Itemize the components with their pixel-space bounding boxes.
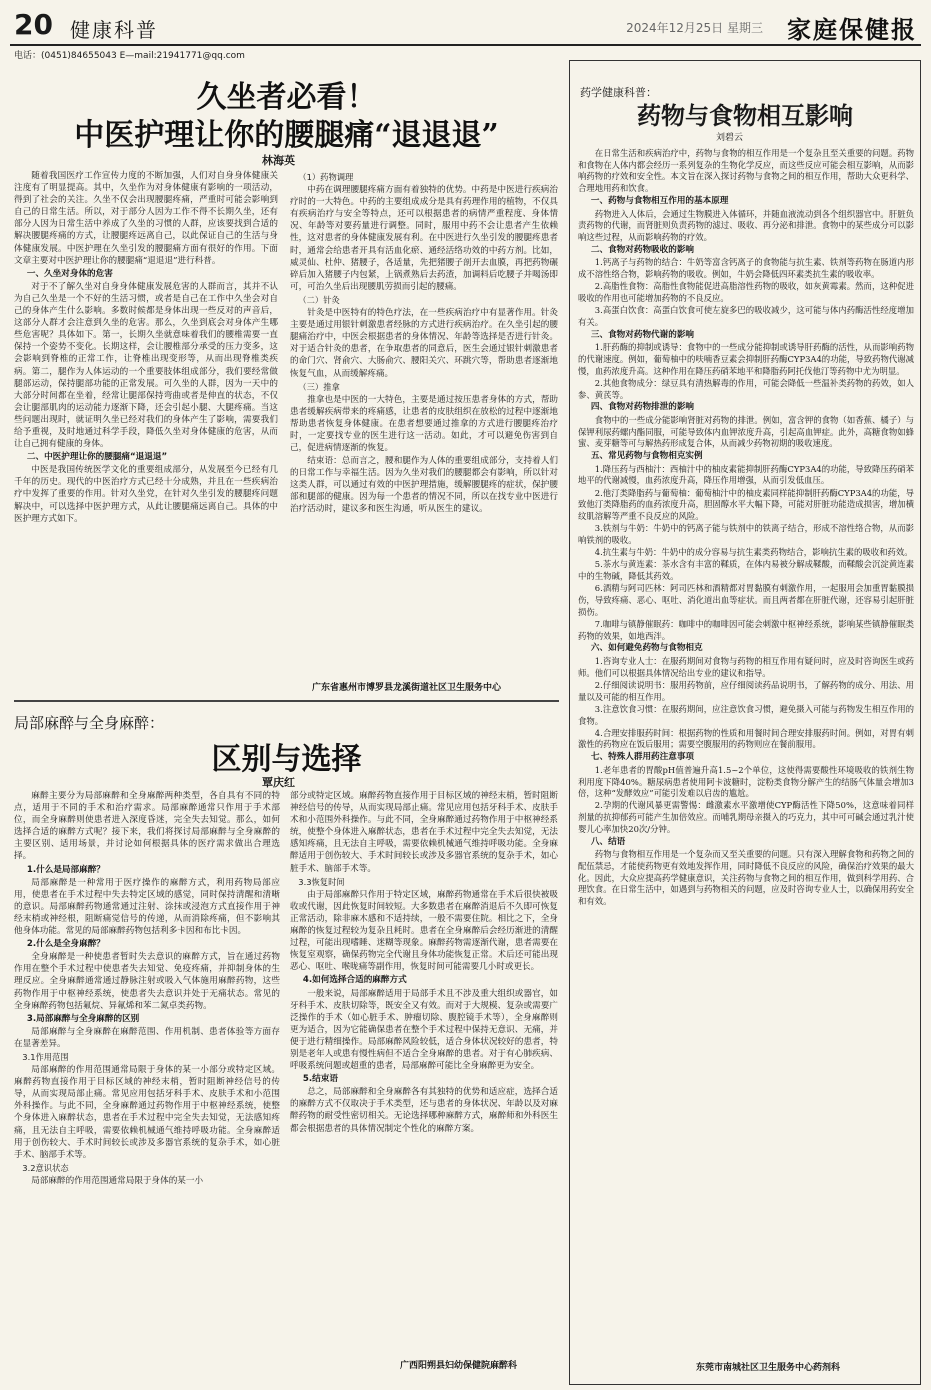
paragraph: 在日常生活和疾病治疗中，药物与食物的相互作用是一个复杂且至关重要的问题。药物和食物在人体内都会经历一系列复杂的生物化学反应，而这些反应可能会相互影响，从而影响药物的疗效和安全性。本文旨在深入探讨药物与食物之间的相互作用，帮助大众更科学、合理地用药和饮食。 bbox=[578, 148, 914, 194]
section-title: 健康科普 bbox=[70, 18, 158, 42]
article3-author: 刘碧云 bbox=[716, 133, 744, 143]
paragraph: 1.老年患者的胃酸pH值普遍升高1.5~2个单位，这使得需要酸性环境吸收的铁剂生物利用度下降40%。糖尿病患者使用阿卡波糖时，淀粉类食物分解产生的结肠气体量会增加3倍，这种“发酵效应”可能引发难以启齿的尴尬。 bbox=[578, 764, 914, 799]
section-heading: 五、常见药物与食物相克实例 bbox=[590, 451, 703, 462]
section-heading: 七、特殊人群用药注意事项 bbox=[590, 752, 695, 763]
article1-author: 林海英 bbox=[262, 154, 295, 167]
paragraph: 食物中的一些成分能影响肾脏对药物的排泄。例如，富含钾的食物（如香蕉、橘子）与保钾利尿药螺内酯同服，可能导致体内血钾浓度升高，引起高血钾症。此外，高糖食物如蜂蜜、麦芽糖等可与解热药形成复合体，从而减少药物初期的吸收速度。 bbox=[578, 414, 914, 449]
paragraph: 5.茶水与黄连素：茶水含有丰富的鞣质，在体内易被分解成鞣酸，而鞣酸会沉淀黄连素中的生物碱，降低其药效。 bbox=[578, 559, 914, 582]
paragraph: 中医是我国传统医学文化的重要组成部分，从发展至今已经有几千年的历史。现代的中医治疗方式已经十分成熟，并且在一些疾病治疗中发挥了重要的作用。针对久坐党，在针对久坐引发的腰腿疼问题解决中，可以选择中医护理方式，从此让腰腿痛远离自己。具体的中医护理方式如下。 bbox=[14, 465, 278, 524]
article1-title-line2: 中医护理让你的腰腿痛“退退退” bbox=[74, 118, 499, 153]
paragraph: 全身麻醉是一种使患者暂时失去意识的麻醉方式，旨在通过药物作用在整个手术过程中使患者失去知觉、免疫疼痛，并抑制身体的生理反应。全身麻醉通常通过静脉注射或吸入气体施用麻醉药物，这些药物作用于中枢神经系统，使患者失去意识并处于无痛状态。常见的全身麻醉药物包括氟烷、异氟烯和苯二氮卓类药物。 bbox=[14, 952, 280, 1011]
paragraph: 随着我国医疗工作宣传力度的不断加强，人们对自身身体健康关注度有了明显提高。其中，久坐作为对身体健康有影响的一项活动，得到了社会的关注。久坐不仅会出现腰腿疼痛，严重时可能会影响到自己的日常生活。所以，对于部分人因为工作不得不长期久坐，还有部分人因为日常生活中养成了久坐的习惯的人群，应该要找到合适的解决腰腿疼痛的方式，让腰腿疼远离自己，以此保证自己的生活与身体健康发展。中医护理在久坐引发的腰腿痛方面有很好的作用。下面文章主要对中医护理让你的腰腿痛“退退退”进行科普。 bbox=[14, 171, 278, 266]
section-heading: 八、结语 bbox=[590, 836, 626, 847]
masthead bbox=[10, 6, 921, 46]
subsection-heading: 3.2意识状态 bbox=[22, 1162, 69, 1173]
paragraph: 7.咖啡与镇静催眠药：咖啡中的咖啡因可能会刺激中枢神经系统，影响某些镇静催眠类药物的效果，如地西泮。 bbox=[578, 618, 914, 641]
contact-line: 电话：(0451)84655043 E—mail:21941771@qq.com bbox=[14, 51, 245, 61]
paragraph: 总之，局部麻醉和全身麻醉各有其独特的优势和适应症，选择合适的麻醉方式不仅取决于手术类型，还与患者的身体状况、年龄以及对麻醉药物的耐受性密切相关。无论选择哪种麻醉方式，麻醉师和外科医生都会根据患者的具体情况制定个性化的麻醉方案。 bbox=[290, 1087, 558, 1134]
article3-title: 药物与食物相互影响 bbox=[637, 101, 853, 130]
issue-date: 2024年12月25日 星期三 bbox=[626, 21, 763, 35]
paragraph: 2.他汀类降脂药与葡萄柚：葡萄柚汁中的柚皮素同样能抑制肝药酶CYP3A4的功能，导致他汀类降脂药的血药浓度升高，胆固醇水平大幅下降，可能对肝脏功能造成损害，增加横纹肌溶解等严重不良反应的风险。 bbox=[578, 487, 914, 522]
paragraph: 1.肝药酶的抑制或诱导：食物中的一些成分能抑制或诱导肝药酶的活性，从而影响药物的代谢速度。例如，葡萄柚中的呋喃香豆素会抑制肝药酶CYP3A4的功能，导致药物代谢减慢，血药浓度升高。这种作用在降压药硝苯地平和降脂药阿托伐他汀等药物中尤为明显。 bbox=[578, 342, 914, 376]
paragraph: 1.钙离子与药物的结合：牛奶等富含钙离子的食物能与抗生素、铁剂等药物在肠道内形成不溶性络合物，影响药物的吸收。例如，牛奶会降低四环素类抗生素的吸收率。 bbox=[578, 257, 914, 280]
article2-source: 广西阳朔县妇幼保健院麻醉科 bbox=[400, 1361, 518, 1371]
section-heading: 1.什么是局部麻醉？ bbox=[26, 864, 105, 875]
section-heading: 四、食物对药物排泄的影响 bbox=[590, 402, 695, 413]
paragraph: 1.降压药与西柚汁：西柚汁中的柚皮素能抑制肝药酶CYP3A4的功能，导致降压药硝苯地平的代谢减慢，血药浓度升高，降压作用增强，从而引发低血压。 bbox=[578, 463, 914, 486]
paragraph: 局部麻醉的作用范围通常局限于身体的某一小 bbox=[31, 1175, 204, 1186]
section-heading: 三、食物对药物代谢的影响 bbox=[590, 329, 695, 340]
paragraph: 局部麻醉的作用范围通常局限于身体的某一小部分或特定区域。麻醉药物直接作用于目标区域的神经末梢，暂时阻断神经信号的传导，从而实现局部止痛。常见应用包括牙科手术、皮肤手术和小范围外科操作。与此不同，全身麻醉通过药物作用于中枢神经系统，使整个身体进入麻醉状态，患者在手术过程中完全失去知觉，无法感知疼痛，且无法自主呼吸，需要依赖机械通气维持呼吸功能。全身麻醉适用于创伤较大、手术时间较长或涉及多器官系统的复杂手术，如心脏手术、脑部手术等。 bbox=[14, 1065, 280, 1160]
newspaper-name: 家庭保健报 bbox=[787, 15, 917, 44]
paragraph: 推拿也是中医的一大特色，主要是通过按压患者身体的方式，帮助患者缓解疾病带来的疼痛感，让患者的皮肤组织在放松的过程中逐渐地帮助患者恢复身体健康。在患者想要通过推拿的方式进行腰腿疼治疗时，一定要找专业的医生进行这一活动。如此，才可以避免伤害到自己，促进病情逐渐的恢复。 bbox=[290, 394, 558, 454]
article2-author: 覃庆红 bbox=[262, 776, 295, 789]
article1-column-1 bbox=[14, 170, 278, 694]
paragraph: 针灸是中医特有的特色疗法，在一些疾病治疗中有显著作用。针灸主要是通过用银针刺激患者经脉的方式进行疾病治疗。在久坐引起的腰腿痛治疗中，中医会根据患者的身体情况、年龄等选择是否进行针灸。对于适合针灸的患者，在争取患者的同意后，医生会通过银针刺激患者的命门穴、肾俞穴、大肠俞穴、腰阳关穴、环跳穴等，帮助患者逐渐地恢复气血，从而缓解疼痛。 bbox=[290, 308, 558, 379]
paragraph: 2.其他食物成分：绿豆具有清热解毒的作用，可能会降低一些温补类药物的药效，如人参、黄芪等。 bbox=[578, 377, 914, 400]
article-separator bbox=[14, 700, 559, 702]
article3-body bbox=[578, 148, 914, 1358]
paragraph: 4.合理安排服药时间：根据药物的性质和用餐时间合理安排服药时间。例如，对胃有刺激性的药物应在饭后服用；需要空腹服用的药物则应在餐前服用。 bbox=[578, 727, 914, 750]
paragraph: 1.咨询专业人士：在服药期间对食物与药物的相互作用有疑问时，应及时咨询医生或药师。他们可以根据具体情况给出专业的建议和指导。 bbox=[578, 656, 914, 678]
section-heading: 一、久坐对身体的危害 bbox=[26, 268, 113, 279]
article3-kicker: 药学健康科普： bbox=[580, 86, 657, 99]
paragraph: 局部麻醉是一种常用于医疗操作的麻醉方式，利用药物局部应用，使患者在手术过程中失去特定区域的感觉，同时保持清醒和清晰的意识。局部麻醉药物通常通过注射、涂抹或浸泡方式直接作用于神经末梢或神经根，阻断痛觉信号的传递，从而消除疼痛，但不影响其他身体功能。常见的局部麻醉药物包括利多卡因和布比卡因。 bbox=[14, 877, 280, 937]
subsection-heading: 3.1作用范围 bbox=[22, 1051, 69, 1062]
section-heading: 二、中医护理让你的腰腿痛“退退退” bbox=[26, 452, 168, 463]
article2-column-2 bbox=[290, 790, 558, 1356]
paragraph: 一般来说，局部麻醉适用于局部手术且不涉及重大组织或器官，如牙科手术、皮肤切除等，既安全又有效。而对于大规模、复杂或需要广泛操作的手术（如心脏手术、肿瘤切除、腹腔镜手术等），全身麻醉则更为适合，因为它能确保患者在整个手术过程中保持无意识、无痛，并便于进行精细操作。局部麻醉风险较低，适合身体状况较好的患者，特别是老年人或患有慢性病但不适合全身麻醉的患者。对于有心肺疾病、呼吸系统问题或超重的患者，局部麻醉可能比全身麻醉更为安全。 bbox=[290, 988, 558, 1072]
section-heading: 六、如何避免药物与食物相克 bbox=[590, 643, 703, 654]
paragraph: 4.抗生素与牛奶：牛奶中的成分容易与抗生素类药物结合，影响抗生素的吸收和药效。 bbox=[594, 547, 913, 558]
paragraph: 3.铁剂与牛奶：牛奶中的钙离子能与铁剂中的铁离子结合，形成不溶性络合物，从而影响铁剂的吸收。 bbox=[578, 523, 914, 545]
article1-source: 广东省惠州市博罗县龙溪街道社区卫生服务中心 bbox=[312, 683, 502, 693]
subsection-heading: （1）药物调理 bbox=[298, 172, 354, 182]
paragraph: 2.孕期的代谢风暴更需警惕：雌激素水平激增使CYP酶活性下降50%，这意味着同样剂量的抗抑郁药可能产生加倍效应。而哺乳期母亲摄入的巧克力，其中可可碱会通过乳汁使婴儿心率加快20次/分钟。 bbox=[578, 800, 914, 834]
paragraph: 结束语：总而言之，腰和腿作为人体的重要组成部分，支持着人们的日常工作与幸福生活。因为久坐对我们的腰腿都会有影响，所以针对这类人群，可以通过有效的中医护理措施，缓解腰腿疼的症状，保护腰部和腿部的健康。因为每一个患者的情况不同，所以在找专业中医进行治疗活动时，建议多和医生沟通，听从医生的建议。 bbox=[290, 455, 558, 515]
section-heading: 4.如何选择合适的麻醉方式 bbox=[302, 975, 407, 986]
section-heading: 5.结束语 bbox=[302, 1074, 338, 1085]
article2-kicker: 局部麻醉与全身麻醉： bbox=[14, 714, 165, 732]
paragraph: 药物进入人体后，会通过生物膜进入体循环，并随血液流动到各个组织器官中。肝脏负责药物的代谢，而肾脏则负责药物的滤过、吸收、再分泌和排泄。食物中的某些成分可以影响这些过程，从而影响药物的疗效。 bbox=[578, 208, 914, 242]
article3-source: 东莞市南城社区卫生服务中心药剂科 bbox=[696, 1363, 841, 1373]
paragraph: 由于局部麻醉只作用于特定区域，麻醉药物通常在手术后很快被吸收或代谢，因此恢复时间较短。大多数患者在麻醉消退后不久即可恢复正常活动，除非麻木感和不适持续，一般不需要住院。相比之下，全身麻醉的恢复过程较为复杂且耗时。患者在全身麻醉后会经历渐进的清醒过程，可能出现嗜睡、迷糊等现象。麻醉药物需逐渐代谢，患者需要在恢复室观察，确保药物完全代谢且身体功能恢复正常。术后还可能出现恶心、呕吐、喉咙痛等副作用，恢复时间可能需要几小时或更长。 bbox=[290, 889, 558, 973]
paragraph: 2.仔细阅读说明书：服用药物前，应仔细阅读药品说明书，了解药物的成分、用法、用量以及可能的相互作用。 bbox=[578, 679, 914, 702]
section-heading: 2.什么是全身麻醉？ bbox=[26, 939, 105, 950]
paragraph: 局部麻醉与全身麻醉在麻醉范围、作用机制、患者体验等方面存在显著差异。 bbox=[14, 1026, 280, 1049]
article1-title-line1: 久坐者必看！ bbox=[196, 80, 377, 115]
page-number: 20 bbox=[14, 8, 53, 41]
paragraph: 3.注意饮食习惯：在服药期间，应注意饮食习惯，避免摄入可能与药物发生相互作用的食物。 bbox=[578, 703, 914, 726]
subsection-heading: （三）推拿 bbox=[298, 381, 340, 392]
paragraph: 对于不了解久坐对自身身体健康发展危害的人群而言，其并不认为自己久坐是一个不好的生活习惯，或者是自己在工作中久坐会对自己的身体产生什么影响。多数时候都是身体出现一些反对的声音后，这部分人群才会注意到久坐的危害。那么，久坐到底会对身体产生哪些危害呢？具体如下。第一，长期久坐就意味着我们的腰椎需要一直保持一个姿势不变化。长期这样，会让腰椎部分承受的压力变多，这会影响到脊椎的正常工作，让脊椎出现变形等，从而出现脊椎类疾病。第二，腿作为人体运动的一个重要肢体组成部分，我们要经常做腿部运动，保持腿部功能的正常发展。可久坐的人群，因为一天中的大部分时间都在坐着，经常让腿部保持弯曲或者是伸直的状态，不仅会让腿部肌肉的运动能力逐渐下降，还会引起小腿、大腿疼痛。当这些问题出现时，就证明久坐已经对我们的身体产生了影响，需要我们给予重视，及时地通过科学手段，降低久坐对身体健康的危害，从而让自己拥有健康的身体。 bbox=[14, 281, 278, 450]
article1-column-2 bbox=[290, 170, 558, 680]
article2-column-1 bbox=[14, 790, 280, 1380]
paragraph: 麻醉主要分为局部麻醉和全身麻醉两种类型，各自具有不同的特点，适用于不同的手术和治疗需求。局部麻醉通常只作用于手术部位，而全身麻醉则使患者进入深度昏迷，完全失去知觉。那么，如何选择合适的麻醉方式呢？接下来，我们将探讨局部麻醉与全身麻醉的主要区别、适用场景，并讨论如何根据具体的医疗需求做出合理选择。 bbox=[14, 791, 280, 862]
subsection-heading: （二）针灸 bbox=[298, 294, 340, 305]
section-heading: 一、药物与食物相互作用的基本原理 bbox=[590, 195, 729, 206]
subsection-heading: 3.3恢复时间 bbox=[298, 876, 345, 887]
paragraph: 中药在调理腰腿疼痛方面有着独特的优势。中药是中医进行疾病治疗时的一大特色。中药的主要组成成分是具有药理作用的植物，不仅具有疾病治疗与安全等特点，还可以根据患者的病情严重程度、身体情况、年龄等对要药量进行调整。同时，服用中药不会让患者产生依赖性，这对患者的身体健康发展有利。在中医进行久坐引发的腰腿疼患者时，通常会给患者开具有活血化瘀、通经活络功效的中药方剂。比如，威灵仙、杜仲、猪腰子，各适量，先把猪腰子剖开去血膜，再把药物碾碎后加入猪腰子内包紧，上锅煮熟后去药渣，加调料后吃腰子并喝汤即可，可治久坐后出现腰肌劳损而引起的腰痛。 bbox=[290, 185, 558, 292]
paragraph: 6.酒精与阿司匹林：阿司匹林和酒精都对胃黏膜有刺激作用，一起服用会加重胃黏膜损伤，导致疼痛、恶心、呕吐、消化道出血等症状。而且两者都在肝脏代谢，还容易引起肝脏损伤。 bbox=[578, 583, 914, 617]
section-heading: 3.局部麻醉与全身麻醉的区别 bbox=[26, 1013, 140, 1024]
paragraph: 部分或特定区域。麻醉药物直接作用于目标区域的神经末梢，暂时阻断神经信号的传导，从而实现局部止痛。常见应用包括牙科手术、皮肤手术和小范围外科操作。与此不同，全身麻醉通过药物作用于中枢神经系统，使整个身体进入麻醉状态，患者在手术过程中完全失去知觉，无法感知疼痛，且无法自主呼吸，需要依赖机械通气维持呼吸功能。全身麻醉适用于创伤较大、手术时间较长或涉及多器官系统的复杂手术，如心脏手术、脑部手术等。 bbox=[290, 791, 558, 874]
paragraph: 3.高蛋白饮食：高蛋白饮食可使左旋多巴的吸收减少，这可能与体内药酶活性经度增加有关。 bbox=[578, 305, 914, 327]
paragraph: 2.高脂性食物：高脂性食物能促进高脂溶性药物的吸收，如灰黄霉素。然而，这种促进吸收的作用也可能增加药物的不良反应。 bbox=[578, 281, 914, 303]
section-heading: 二、食物对药物吸收的影响 bbox=[590, 244, 695, 255]
paragraph: 药物与食物相互作用是一个复杂而又至关重要的问题。只有深入理解食物和药物之间的配伍禁忌，才能使药物更有效地发挥作用，同时降低不良反应的风险，确保治疗效果的最大化。因此，大众应提高药学健康意识，关注药物与食物之间的相互作用，做到科学用药、合理饮食。在日常生活中，如遇到与药物相关的问题，应及时咨询专业人士，以确保用药安全和有效。 bbox=[578, 849, 914, 907]
article2-title: 区别与选择 bbox=[211, 742, 362, 777]
